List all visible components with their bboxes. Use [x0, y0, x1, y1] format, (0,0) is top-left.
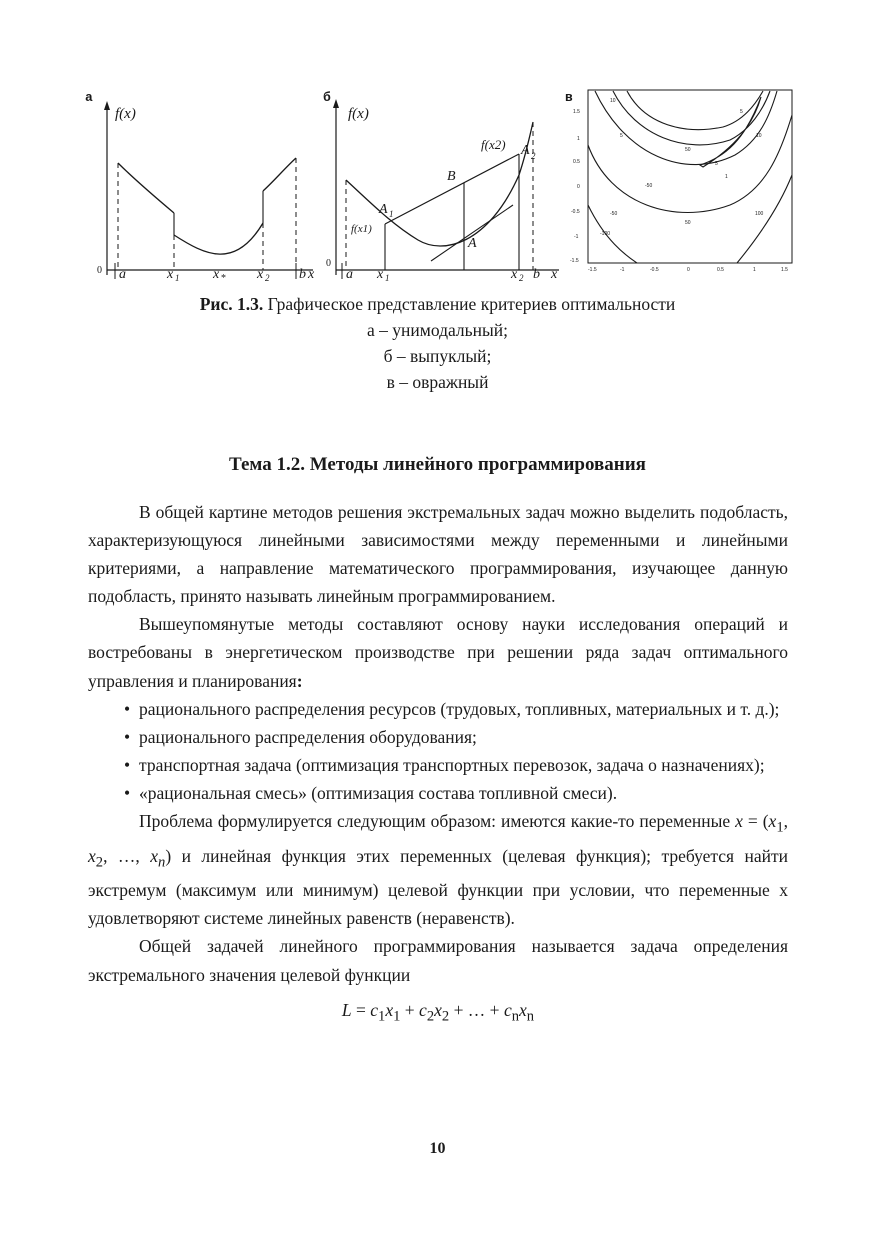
contour-label: 5 [715, 161, 718, 167]
tick-x1: x [377, 267, 384, 282]
caption-line-c: в – овражный [386, 372, 489, 392]
tick-a: a [346, 267, 353, 282]
figure-1-3 [85, 85, 795, 285]
tick-xstar: x [213, 267, 220, 282]
tick-x2: x [511, 267, 518, 282]
section-heading: Тема 1.2. Методы линейного программирования [229, 454, 646, 475]
contour-label: 100 [755, 211, 764, 217]
contour-label: 5 [740, 109, 743, 115]
tick-b: b [533, 267, 540, 282]
panel-c-frame [588, 90, 792, 263]
caption-label: Рис. 1.3. [199, 294, 264, 314]
panel-b-y-arrow [333, 99, 339, 108]
paragraph-4: Общей задачей линейного программирования называется задача определения экстремального значения целевой функции [88, 936, 788, 985]
point-a1: A [379, 202, 388, 217]
panel-a-curve-right [263, 158, 296, 191]
page-number: 10 [429, 1140, 446, 1157]
tick-x2-sub: 2 [265, 273, 270, 283]
ytick: 1 [577, 136, 580, 142]
contour-label: 1 [725, 174, 728, 180]
xtick: 1.5 [781, 267, 788, 273]
contour-label: -50 [610, 211, 618, 217]
contour-label: 10 [610, 98, 616, 104]
tick-b: b [299, 267, 306, 282]
caption-line-a: а – унимодальный; [367, 320, 508, 340]
ytick: -1.5 [570, 258, 579, 264]
panel-b-ylabel: f(x) [348, 106, 369, 122]
panel-a [85, 85, 315, 285]
paragraph-1: В общей картине методов решения экстремальных задач можно выделить подобласть, характеризующуюся линейными зависимостями между переменными и линейными критериями, а направление математического программирования, изучающее данную подобласть, принято называть линейным программированием. [88, 502, 788, 607]
label-fx1: f(x1) [351, 223, 372, 235]
tick-x1: x [167, 267, 174, 282]
paragraph-2-text: Вышеупомянутые методы составляют основу науки исследования операций и востребованы в энергетическом производстве при решении ряда задач оптимального управления и планирования [88, 614, 788, 691]
panel-b-tangent [431, 205, 513, 261]
figure-caption [0, 291, 875, 395]
ytick: -0.5 [571, 209, 580, 215]
contour-label: 5 [620, 133, 623, 139]
panel-a-y-arrow [104, 101, 110, 110]
list-item: • транспортная задача (оптимизация транспортных перевозок, задача о назначениях); [88, 751, 788, 779]
caption-title-line [0, 291, 875, 317]
point-a: A [468, 236, 477, 251]
xtick: -0.5 [650, 267, 659, 273]
caption-title: Графическое представление критериев оптимальности [263, 294, 676, 314]
list-item: • «рациональная смесь» (оптимизация состава топливной смеси). [88, 779, 788, 807]
contour-label: 50 [685, 147, 691, 153]
caption-line-b: б – выпуклый; [383, 346, 492, 366]
panel-b-origin: 0 [326, 258, 331, 269]
panel-c [565, 85, 795, 285]
panel-a-curve-middle [174, 223, 263, 254]
list-item: • рационального распределения ресурсов (трудовых, топливных, материальных и т. д.); [88, 695, 788, 723]
tick-x: x [308, 267, 315, 282]
list-item: • рационального распределения оборудования; [88, 723, 788, 751]
tick-a: a [119, 267, 126, 282]
tick-x2: x [257, 267, 264, 282]
ytick: 0.5 [573, 159, 580, 165]
panel-a-curve-left [118, 163, 174, 213]
point-a1-sub: 1 [389, 209, 394, 219]
contour-label: 10 [756, 133, 762, 139]
xtick: 0.5 [717, 267, 724, 273]
panel-c-xticks [588, 267, 788, 273]
tick-xstar-sub: * [221, 273, 226, 284]
panel-b-letter: б [323, 90, 331, 105]
panel-b [323, 85, 563, 285]
point-a2-sub: 2 [531, 151, 536, 161]
label-fx2: f(x2) [481, 137, 506, 152]
point-b: B [447, 169, 456, 184]
panel-a-origin: 0 [97, 265, 102, 276]
panel-c-letter: в [565, 90, 573, 105]
panel-a-letter: а [85, 90, 93, 105]
paragraph-2 [88, 610, 788, 694]
formula: $L = c_1x_1 + c_2x_2$ + … + $c_nx_n$ [341, 999, 535, 1025]
tick-x2-sub: 2 [519, 273, 524, 283]
panel-a-ylabel: f(x) [115, 106, 136, 122]
panel-c-contours [588, 91, 792, 263]
ytick: 0 [577, 184, 580, 190]
point-a2: A [521, 143, 530, 158]
xtick: -1.5 [588, 267, 597, 273]
xtick: 0 [687, 267, 690, 273]
panel-a-dashes [118, 158, 296, 270]
body-text [88, 498, 788, 1030]
tick-x1-sub: 1 [175, 273, 180, 283]
ytick: -1 [574, 234, 579, 240]
tick-x: x [551, 267, 558, 282]
contour-label: 50 [685, 220, 691, 226]
ytick: 1.5 [573, 109, 580, 115]
paragraph-3: Проблема формулируется следующим образом: имеются какие-то переменные $x = (x_1$, $x_2$, …, $x_n$) и линейная функция этих переменных (целевая функция); требуется найти экстремум (максимум или минимум) целевой функции при условии, что переменные х удовлетворяют системе линейных равенств (неравенств). [88, 811, 789, 929]
panel-b-chord [385, 154, 519, 224]
bullet-list [88, 695, 788, 807]
tick-x1-sub: 1 [385, 273, 390, 283]
paragraph-2-colon: : [296, 670, 303, 691]
contour-label: -100 [600, 231, 611, 237]
contour-label: -50 [645, 183, 653, 189]
panel-c-yticks [570, 109, 580, 264]
xtick: -1 [620, 267, 625, 273]
xtick: 1 [753, 267, 756, 273]
